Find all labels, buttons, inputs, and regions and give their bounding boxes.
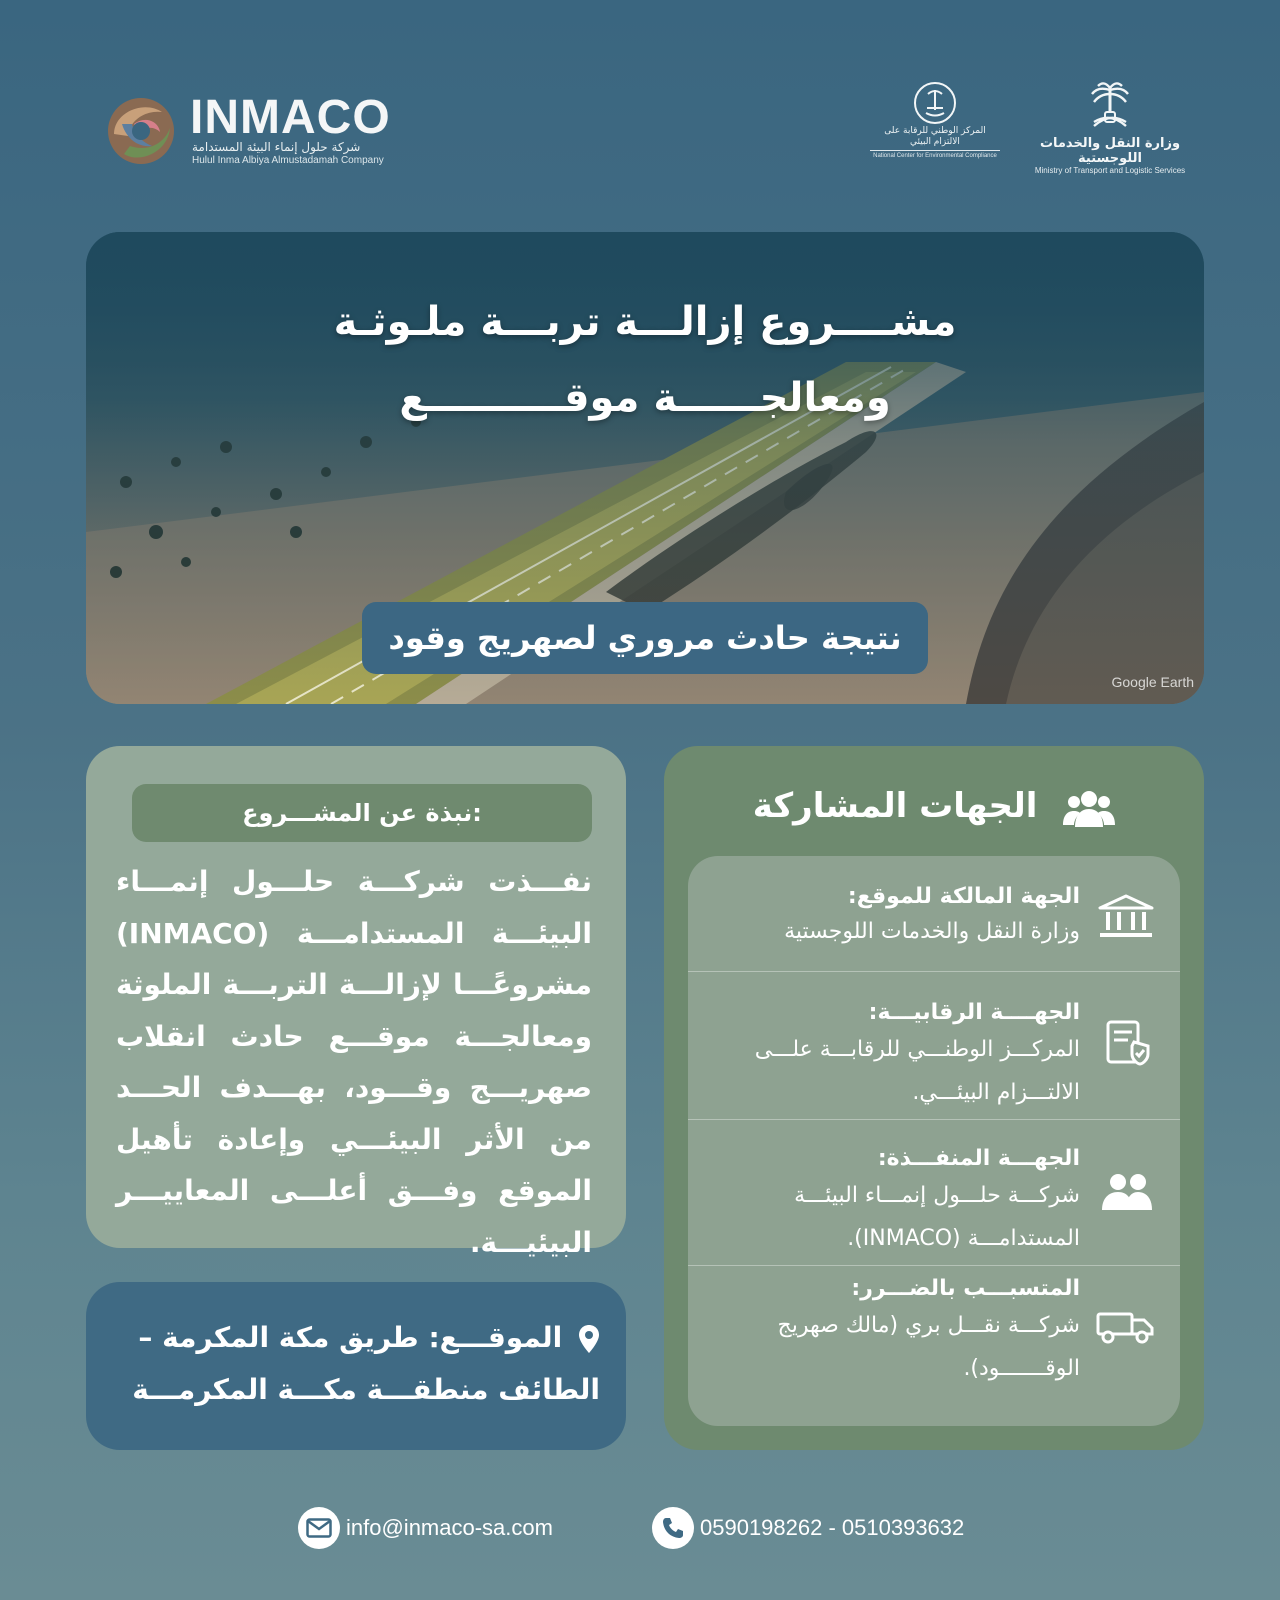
users-icon	[1100, 1172, 1154, 1212]
ncec-english-name: National Center for Environmental Compliance	[870, 150, 1000, 160]
footer-email[interactable]	[298, 1506, 553, 1550]
participant-executor-label: الجهـــة المنفـــذة:	[877, 1146, 1080, 1171]
hero-title	[86, 284, 1204, 436]
about-heading: نبذة عن المشـــروع:	[132, 784, 592, 842]
inmaco-logo	[104, 90, 404, 170]
participant-regulator	[688, 972, 1180, 1120]
ncec-arabic-name: المركز الوطني للرقابة على الالتزام البيئي	[884, 126, 986, 147]
participants-title	[664, 776, 1204, 836]
participant-owner-value: وزارة النقل والخدمات اللوجستية	[784, 919, 1080, 944]
phone-icon	[652, 1507, 694, 1549]
inmaco-english-name: Hulul Inma Albiya Almustadamah Company	[192, 155, 384, 166]
hero-banner	[86, 232, 1204, 704]
participant-executor	[688, 1120, 1180, 1266]
email-icon	[298, 1507, 340, 1549]
ncec-emblem-icon	[912, 80, 958, 126]
participant-owner	[688, 856, 1180, 972]
participant-responsible-value: شركـــة نقـــل بري (مالك صهريج الوقـــــــود).	[777, 1313, 1080, 1381]
inmaco-logo-mark-icon	[104, 94, 178, 168]
group-icon	[1063, 787, 1115, 829]
location-value: طريق مكة المكرمة – الطائف منطقـــة مكـــة المكرمـــة	[132, 1321, 600, 1406]
ministry-logo	[1010, 82, 1210, 175]
about-body: نفـــذت شركـــة حلـــول إنمـــاء البيئـــة المستدامـــة (INMACO) مشروعًـــا لإزالـــة التربـــة الملوثة ومعالجـــة موقـــع حادث انقلاب صهريـــج وقـــود، بهـــدف الحـــد من الأثر البيئـــي وإعادة تأهيل الموقع وفـــق أعلـــى المعاييـــر البيئيـــة.	[116, 865, 592, 1259]
participants-title-text: الجهات المشاركة	[752, 786, 1038, 826]
hero-subtitle: نتيجة حادث مروري لصهريج وقود	[362, 602, 928, 674]
footer-phones[interactable]	[652, 1506, 964, 1550]
ministry-arabic-name: وزارة النقل والخدمات اللوجستية	[1039, 136, 1181, 166]
participant-executor-value: شركـــة حلـــول إنمـــاء البيئـــة المستدامـــة (INMACO).	[794, 1183, 1080, 1251]
location-pin-icon	[578, 1324, 600, 1354]
footer-email-text[interactable]: info@inmaco-sa.com	[346, 1515, 553, 1540]
hero-title-line-2: ومعالجــــــة موقــــــــــع	[399, 375, 891, 421]
hero-title-line-1: مشــــروع إزالـــة تربـــة ملـوثـة	[333, 299, 957, 345]
location-card	[86, 1282, 626, 1450]
participant-responsible-label: المتسبـــب بالضـــرر:	[851, 1276, 1080, 1301]
ncec-logo	[870, 80, 1000, 170]
truck-icon	[1096, 1310, 1154, 1344]
inmaco-arabic-name: شركة حلول إنماء البيئة المستدامة	[192, 140, 361, 154]
location-label: الموقـــع:	[428, 1321, 563, 1354]
participant-owner-label: الجهة المالكة للموقع:	[847, 884, 1080, 909]
palm-swords-emblem-icon	[1086, 82, 1134, 134]
ministry-english-name: Ministry of Transport and Logistic Services	[1034, 166, 1186, 175]
about-card	[86, 746, 626, 1259]
document-check-icon	[1104, 1018, 1154, 1068]
participant-regulator-label: الجهــــة الرقابيـــة:	[868, 1000, 1080, 1025]
bank-icon	[1098, 894, 1154, 940]
location-text-block	[118, 1312, 600, 1416]
footer-phones-text[interactable]: 0590198262 - 0510393632	[700, 1515, 965, 1540]
participants-card	[664, 746, 1204, 1450]
participants-list	[688, 856, 1180, 1426]
inmaco-wordmark: INMACO	[190, 91, 391, 144]
image-credit: Google Earth	[1111, 674, 1194, 690]
participant-regulator-value: المركـــز الوطنـــي للرقابـــة علـــى الالتـــزام البيئـــي.	[754, 1037, 1080, 1105]
participant-responsible	[688, 1266, 1180, 1426]
